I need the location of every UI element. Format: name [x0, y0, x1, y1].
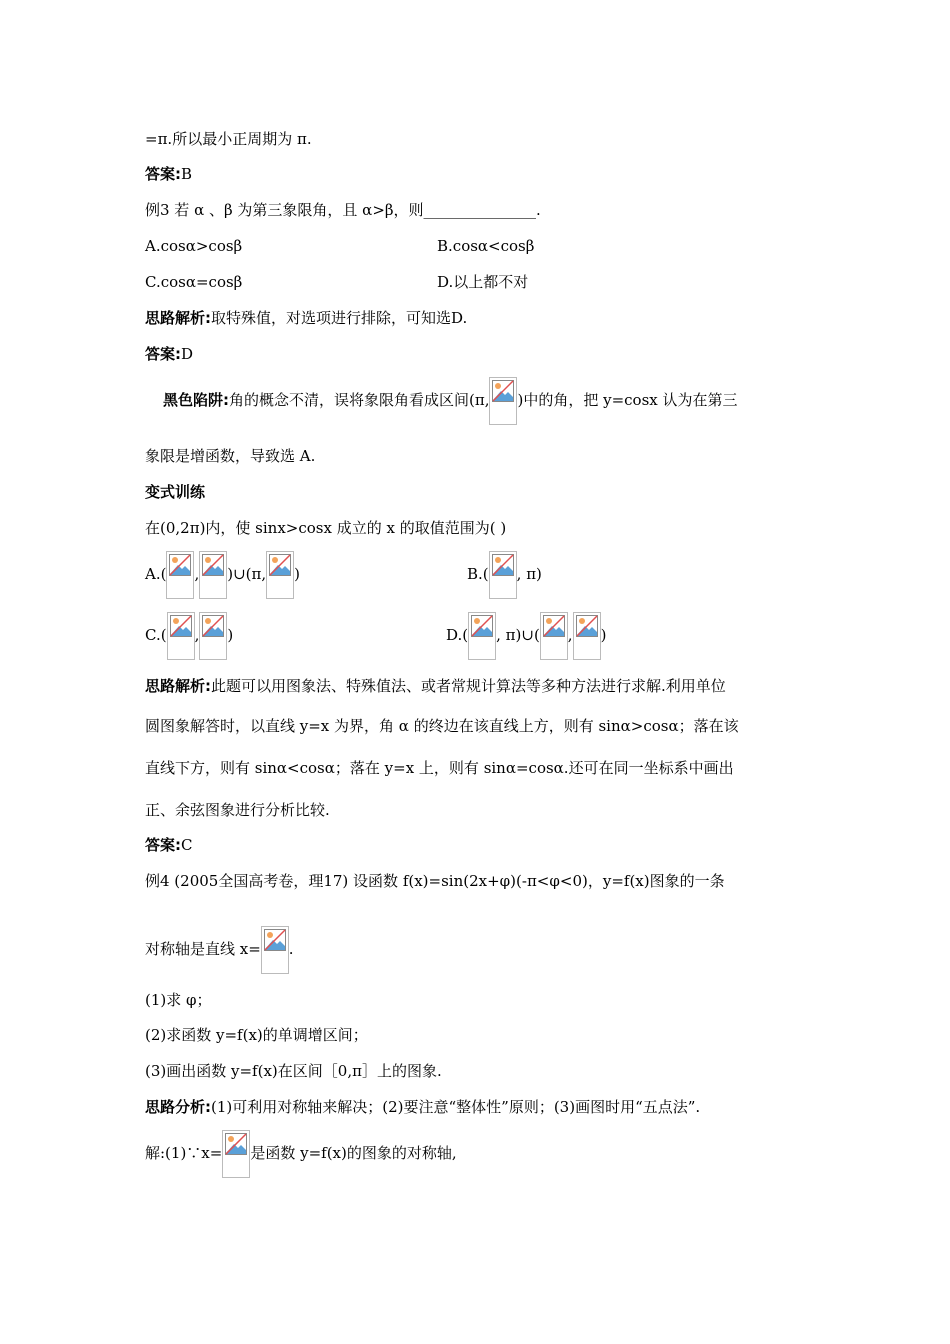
text: , [567, 626, 573, 644]
answer-label: 答案: [145, 836, 181, 854]
broken-image-icon [468, 612, 496, 660]
trap-label: 黑色陷阱: [163, 391, 229, 409]
text: 解:(1)∵x= [145, 1144, 223, 1162]
analysis-line [145, 1097, 700, 1117]
answer-label: 答案: [145, 345, 181, 363]
analysis-text: (1)可利用对称轴来解决；(2)要注意“整体性”原则；(3)画图时用“五点法”. [211, 1098, 701, 1116]
analysis-label: 思路解析: [145, 309, 211, 327]
analysis-line-4: 正、余弦图象进行分析比较. [145, 801, 330, 819]
trap-line-2: 象限是增函数，导致选 A. [145, 447, 316, 465]
sub-question-1: (1)求 φ； [145, 991, 212, 1009]
text: B.( [467, 565, 489, 583]
text: ) [294, 565, 300, 583]
answer-label: 答案: [145, 165, 181, 183]
variant-option-d [446, 611, 606, 660]
analysis-line [145, 308, 467, 328]
text: ) [227, 626, 234, 644]
analysis-text: 取特殊值，对选项进行排除，可知选D. [211, 309, 468, 327]
variant-option-c [145, 611, 233, 660]
text: ) [600, 626, 607, 644]
text: 是函数 y=f(x)的图象的对称轴, [250, 1144, 457, 1162]
analysis-line-3: 直线下方，则有 sinα<cosα；落在 y=x 上，则有 sinα=cosα.还可在同一坐标系中画出 [145, 759, 734, 777]
text: A.( [145, 565, 167, 583]
broken-image-icon [199, 551, 227, 599]
trap-text: 角的概念不清，误将象限角看成区间(π, [229, 391, 490, 409]
text: 对称轴是直线 x= [145, 940, 261, 958]
option-b: B.cosα<cosβ [437, 237, 535, 255]
analysis-text: 此题可以用图象法、特殊值法、或者常规计算法等多种方法进行求解.利用单位 [211, 677, 726, 695]
answer-value: D [181, 345, 194, 363]
broken-image-icon [222, 1130, 250, 1178]
text: C.( [145, 626, 167, 644]
section-title: 变式训练 [145, 483, 206, 501]
broken-image-icon [266, 551, 294, 599]
option-c: C.cosα=cosβ [145, 273, 243, 291]
text: , π)∪( [496, 626, 540, 644]
example-4-question: 例4 (2005全国高考卷，理17) 设函数 f(x)=sin(2x+φ)(-π<φ<0)，y=f(x)图象的一条 [145, 872, 725, 890]
example-4-line-2 [145, 925, 294, 974]
text: . [288, 940, 294, 958]
answer-line [145, 164, 192, 184]
broken-image-icon [261, 926, 289, 974]
answer-value: B [181, 165, 193, 183]
broken-image-icon [199, 612, 227, 660]
variant-option-b [467, 550, 542, 599]
text: D.( [446, 626, 469, 644]
example-3-question: 例3 若 α 、β 为第三象限角，且 α>β，则_______________. [145, 201, 541, 219]
analysis-line-2: 圆图象解答时，以直线 y=x 为界，角 α 的终边在该直线上方，则有 sinα>cosα；落在该 [145, 717, 739, 735]
answer-value: C [181, 836, 193, 854]
sub-question-3: (3)画出函数 y=f(x)在区间［0,π］上的图象. [145, 1062, 442, 1080]
solution-line [145, 1129, 457, 1178]
option-d: D.以上都不对 [437, 273, 529, 291]
analysis-label: 思路解析: [145, 677, 211, 695]
answer-line [145, 835, 192, 855]
answer-line [145, 344, 193, 364]
option-a: A.cosα>cosβ [145, 237, 243, 255]
broken-image-icon [167, 612, 195, 660]
broken-image-icon [540, 612, 568, 660]
text: , [194, 565, 200, 583]
trap-text-cont: )中的角，把 y=cosx 认为在第三 [517, 391, 738, 409]
text: , [194, 626, 200, 644]
broken-image-icon [489, 377, 517, 425]
broken-image-icon [166, 551, 194, 599]
broken-image-icon [489, 551, 517, 599]
text-line: =π.所以最小正周期为 π. [145, 130, 312, 148]
text: , π) [516, 565, 542, 583]
sub-question-2: (2)求函数 y=f(x)的单调增区间； [145, 1026, 368, 1044]
variant-question: 在(0,2π)内，使 sinx>cosx 成立的 x 的取值范围为( ) [145, 519, 507, 537]
broken-image-icon [573, 612, 601, 660]
analysis-label: 思路分析: [145, 1098, 211, 1116]
text: )∪(π, [227, 565, 267, 583]
analysis-line [145, 676, 726, 696]
trap-line [163, 376, 738, 425]
variant-option-a [145, 550, 300, 599]
